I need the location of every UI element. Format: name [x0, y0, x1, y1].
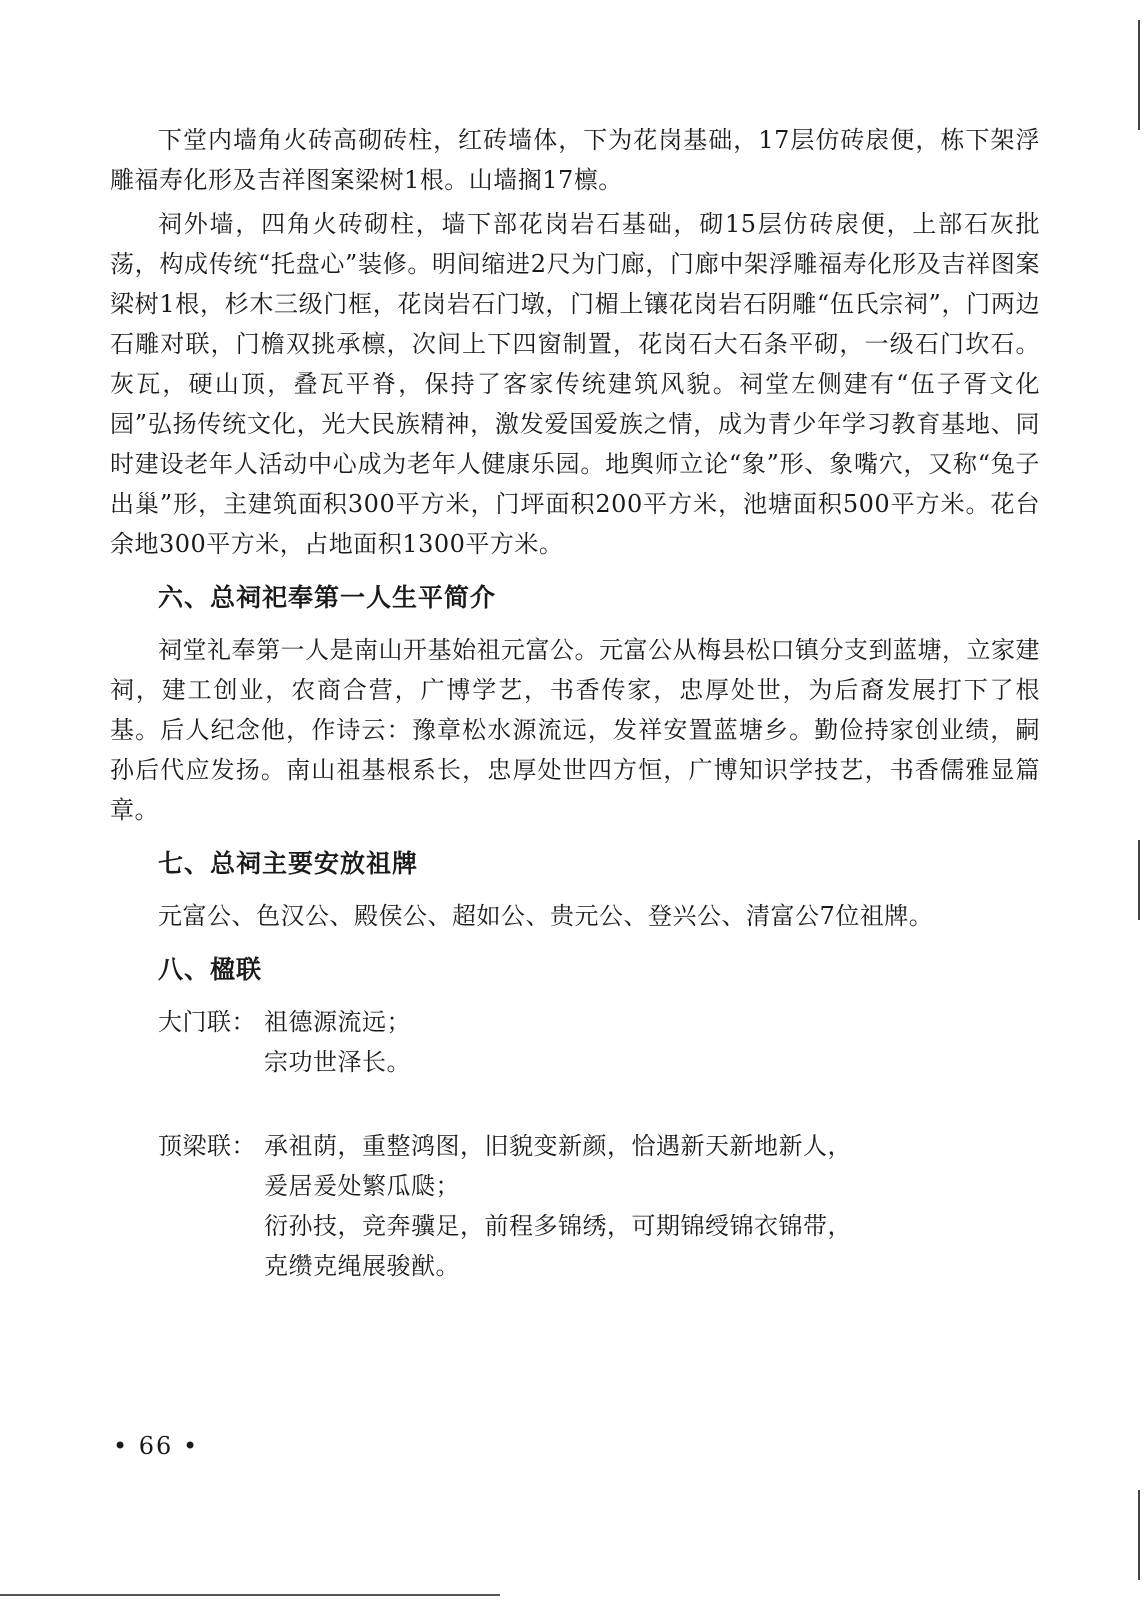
door-couplet-line: 祖德源流远； [264, 1008, 411, 1036]
paragraph-outer-wall: 祠外墙，四角火砖砌柱，墙下部花岗岩石基础，砌15层仿砖扆便，上部石灰批荡，构成传统“托盘心”装修。明间缩进2尺为门廊，门廊中架浮雕福寿化形及吉祥图案梁树1根，杉木三级门框，花岗岩石门墩，门楣上镶花岗岩石阴雕“伍氏宗祠”，门两边石雕对联，门檐双挑承檩，次间上下四窗制置，花岗石大石条平砌，一级石门坎石。灰瓦，硬山顶，叠瓦平脊，保持了客家传统建筑风貌。祠堂左侧建有“伍子胥文化园”弘扬传统文化，光大民族精神，激发爱国爱族之情，成为青少年学习教育基地、同时建设老年人活动中心成为老年人健康乐园。地舆师立论“象”形、象嘴穴，又称“兔子出巢”形，主建筑面积300平方米，门坪面积200平方米，池塘面积500平方米。花台余地300平方米，占地面积1300平方米。 [110, 210, 1040, 558]
scan-edge-mark [1138, 1490, 1140, 1580]
beam-couplet-line: 爰居爰处繁瓜瓞； [264, 1172, 460, 1200]
door-couplet-label: 大门联： [158, 1008, 256, 1036]
section-6-heading: 六、总祠祀奉第一人生平简介 [158, 583, 497, 612]
scan-bottom-edge [0, 1594, 500, 1596]
beam-couplet-line: 承祖荫，重整鸿图，旧貌变新颜，恰遇新天新地新人， [264, 1132, 852, 1160]
beam-couplet-lines [264, 1126, 852, 1286]
page-number: • 66 • [113, 1432, 200, 1460]
beam-couplet-line: 衍孙技，竞奔骥足，前程多锦绣，可期锦绶锦衣锦带， [264, 1212, 852, 1240]
door-couplet [158, 1002, 1040, 1082]
section-7-heading: 七、总祠主要安放祖牌 [158, 849, 419, 878]
beam-couplet [158, 1126, 1040, 1286]
scan-edge-mark [1138, 840, 1140, 920]
page-content [110, 120, 1040, 1286]
beam-couplet-line: 克缵克绳展骏猷。 [264, 1252, 460, 1280]
door-couplet-lines [264, 1002, 411, 1082]
beam-couplet-label: 顶梁联： [158, 1132, 256, 1160]
section-7-text: 元富公、色汉公、殿侯公、超如公、贵元公、登兴公、清富公7位祖牌。 [158, 902, 934, 930]
paragraph-lower-hall: 下堂内墙角火砖高砌砖柱，红砖墙体，下为花岗基础，17层仿砖扆便，栋下架浮雕福寿化形及吉祥图案梁树1根。山墙搁17檩。 [110, 126, 1040, 194]
scan-edge-mark [1138, 20, 1140, 130]
section-8-heading: 八、楹联 [158, 955, 263, 984]
door-couplet-line: 宗功世泽长。 [264, 1048, 411, 1076]
section-6-paragraph: 祠堂礼奉第一人是南山开基始祖元富公。元富公从梅县松口镇分支到蓝塘，立家建祠，建工创业，农商合营，广博学艺，书香传家，忠厚处世，为后裔发展打下了根基。后人纪念他，作诗云：豫章松水源流远，发祥安置蓝塘乡。勤俭持家创业绩，嗣孙后代应发扬。南山祖基根系长，忠厚处世四方恒，广博知识学技艺，书香儒雅显篇章。 [110, 636, 1040, 824]
